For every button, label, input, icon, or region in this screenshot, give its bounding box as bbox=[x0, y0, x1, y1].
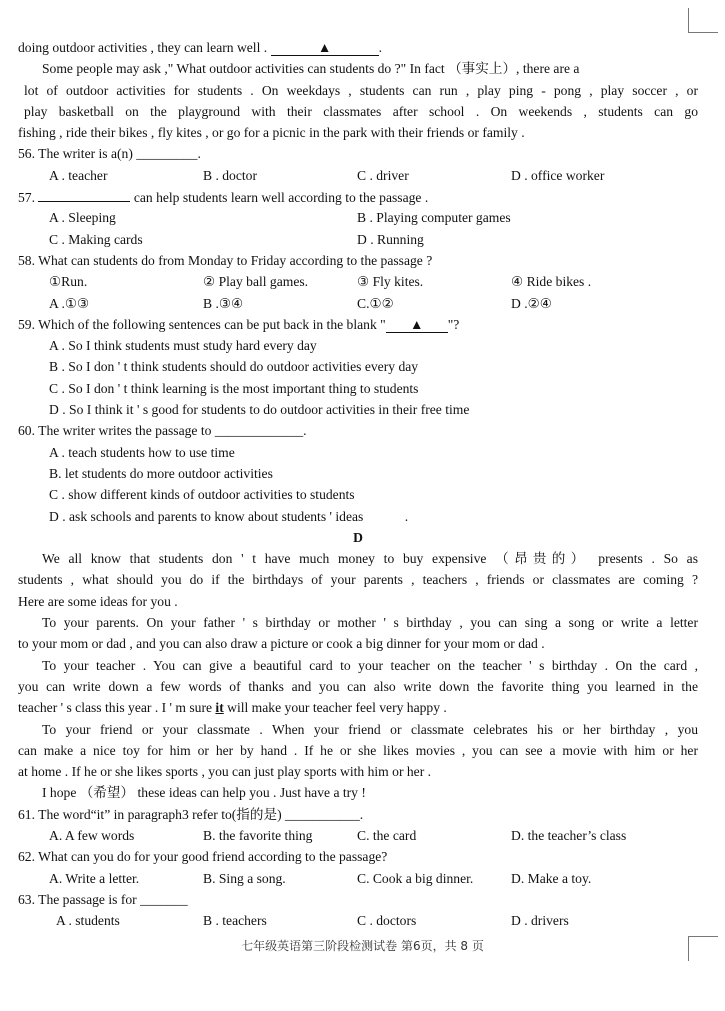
question-57-stem bbox=[18, 186, 698, 207]
option-d: D .②④ bbox=[511, 295, 552, 311]
question-60-option-c: C . show different kinds of outdoor activities to students bbox=[49, 487, 355, 503]
option-c: C. Cook a big dinner. bbox=[357, 870, 474, 886]
passage-d-p4-line-1: To your friend or your classmate . When your friend or classmate celebrates his or her birthday , you bbox=[42, 721, 698, 737]
passage-d-p2-line-1: To your parents. On your father ' s birthday or mother ' s birthday , you can sing a song or write a letter bbox=[42, 615, 698, 631]
question-58-options bbox=[18, 293, 698, 314]
option-a: A . students bbox=[56, 913, 120, 929]
question-63-stem: 63. The passage is for _______ bbox=[18, 891, 188, 907]
passage-d-p5: I hope （希望） these ideas can help you . Just have a try ! bbox=[42, 785, 366, 801]
passage-d-p1-line-1: We all know that students don ' t have much money to buy expensive （昂贵的） presents . So as bbox=[42, 551, 698, 567]
option-a: A. A few words bbox=[49, 827, 135, 843]
passage-d-p3-line-2: you can write down a few words of thanks and you can also write down the favorite thing you learned in the bbox=[18, 678, 698, 694]
blank-marker: ▲ bbox=[386, 317, 448, 333]
option-a: A .①③ bbox=[49, 295, 90, 311]
option-b: B . Playing computer games bbox=[357, 210, 511, 226]
question-60-option-b: B. let students do more outdoor activities bbox=[49, 465, 273, 481]
question-56-options bbox=[18, 165, 698, 186]
passage-c-fragment bbox=[18, 37, 698, 58]
underlined-word-it: it bbox=[215, 700, 224, 716]
section-d-heading: D bbox=[353, 529, 363, 545]
option-d: D. the teacher’s class bbox=[511, 827, 627, 843]
option-a: A . Sleeping bbox=[49, 210, 116, 226]
page-content bbox=[18, 37, 698, 931]
crop-mark-top-right-vertical bbox=[688, 8, 689, 33]
option-d: D . drivers bbox=[511, 913, 569, 929]
passage-d-p4-line-2: can make a nice toy for him or her by hand . If he or she likes movies , you can see a movie with him or her bbox=[18, 742, 698, 758]
option-b: B . doctor bbox=[203, 167, 257, 183]
question-62-stem: 62. What can you do for your good friend according to the passage? bbox=[18, 849, 388, 865]
option-d: D . Running bbox=[357, 231, 424, 247]
option-b: B .③④ bbox=[203, 295, 244, 311]
question-60-option-a: A . teach students how to use time bbox=[49, 444, 235, 460]
question-60-option-d bbox=[18, 506, 698, 527]
option-c: C.①② bbox=[357, 295, 394, 311]
p3-text-start: teacher ' s class this year . I ' m sure bbox=[18, 700, 213, 716]
fragment-text: doing outdoor activities , they can learn well . bbox=[18, 40, 268, 55]
question-61-stem: 61. The word“it” in paragraph3 refer to(指的是) ___________. bbox=[18, 806, 364, 822]
option-a: A. Write a letter. bbox=[49, 870, 140, 886]
passage-c-line-2: lot of outdoor activities for students . On weekdays , students can run , play ping - pong , play soccer , or bbox=[24, 82, 698, 98]
question-57-options-row-1 bbox=[18, 207, 698, 228]
passage-d-p1-line-2: students , what should you do if the birthdays of your parents , teachers , friends or classmates are coming ? bbox=[18, 572, 698, 588]
question-60-stem: 60. The writer writes the passage to _____________. bbox=[18, 423, 307, 439]
option-d-period: . bbox=[404, 508, 409, 524]
page-footer: 七年级英语第三阶段检测试卷 第6页，共 8 页 bbox=[241, 939, 484, 953]
option-d: D . office worker bbox=[511, 167, 605, 183]
option-c: C . Making cards bbox=[49, 231, 143, 247]
question-59-option-b: B . So I don ' t think students should do outdoor activities every day bbox=[49, 359, 419, 375]
passage-c-line-1: Some people may ask ," What outdoor activities can students do ?" In fact （事实上）, there are a bbox=[42, 61, 580, 77]
option-b: B . teachers bbox=[203, 913, 267, 929]
answer-blank bbox=[38, 186, 130, 202]
question-62-options bbox=[18, 868, 698, 889]
option-c: C . driver bbox=[357, 167, 409, 183]
question-58-choices bbox=[18, 271, 698, 292]
question-59-option-d: D . So I think it ' s good for students to do outdoor activities in their free time bbox=[49, 402, 470, 418]
question-number: 57. bbox=[18, 190, 35, 206]
passage-d-p3-line-3 bbox=[18, 697, 698, 718]
question-59-stem bbox=[18, 314, 698, 335]
option-a: A . teacher bbox=[49, 167, 108, 183]
passage-d-p2-line-2: to your mom or dad , and you can also draw a picture or cook a big dinner for your mom or dad . bbox=[18, 636, 545, 652]
p3-text-end: will make your teacher feel very happy . bbox=[227, 700, 447, 716]
blank-marker: ▲ bbox=[271, 40, 379, 56]
option-d: D. Make a toy. bbox=[511, 870, 592, 886]
choice-3: ③ Fly kites. bbox=[357, 274, 424, 290]
passage-d-p4-line-3: at home . If he or she likes sports , you can just play sports with him or her . bbox=[18, 764, 432, 780]
passage-d-p1-line-3: Here are some ideas for you . bbox=[18, 593, 178, 609]
question-61-options bbox=[18, 825, 698, 846]
question-59-option-c: C . So I don ' t think learning is the most important thing to students bbox=[49, 380, 419, 396]
question-63-options bbox=[18, 910, 698, 931]
passage-c-line-3: play basketball on the playground with their classmates after school . On weekends , students can go bbox=[24, 103, 698, 119]
option-b: B. Sing a song. bbox=[203, 870, 286, 886]
question-text: 59. Which of the following sentences can be put back in the blank " bbox=[18, 316, 386, 332]
choice-1: ①Run. bbox=[49, 274, 88, 290]
passage-c-line-4: fishing , ride their bikes , fly kites , or go for a picnic in the park with their friends or family . bbox=[18, 125, 525, 141]
choice-2: ② Play ball games. bbox=[203, 274, 309, 290]
crop-mark-top-right bbox=[688, 32, 718, 33]
option-c: C. the card bbox=[357, 827, 417, 843]
option-b: B. the favorite thing bbox=[203, 827, 313, 843]
question-56-stem: 56. The writer is a(n) _________. bbox=[18, 146, 201, 162]
question-57-options-row-2 bbox=[18, 229, 698, 250]
question-text: can help students learn well according to the passage . bbox=[133, 190, 429, 206]
question-58-stem: 58. What can students do from Monday to Friday according to the passage ? bbox=[18, 252, 433, 268]
option-d-text: D . ask schools and parents to know about students ' ideas bbox=[49, 508, 364, 524]
passage-d-p3-line-1: To your teacher . You can give a beautiful card to your teacher on the teacher ' s birthday . On the card , bbox=[42, 657, 698, 673]
question-text-end: "? bbox=[447, 316, 460, 332]
option-c: C . doctors bbox=[357, 913, 417, 929]
question-59-option-a: A . So I think students must study hard every day bbox=[49, 338, 317, 354]
choice-4: ④ Ride bikes . bbox=[511, 274, 592, 290]
fragment-tail: . bbox=[378, 40, 382, 55]
